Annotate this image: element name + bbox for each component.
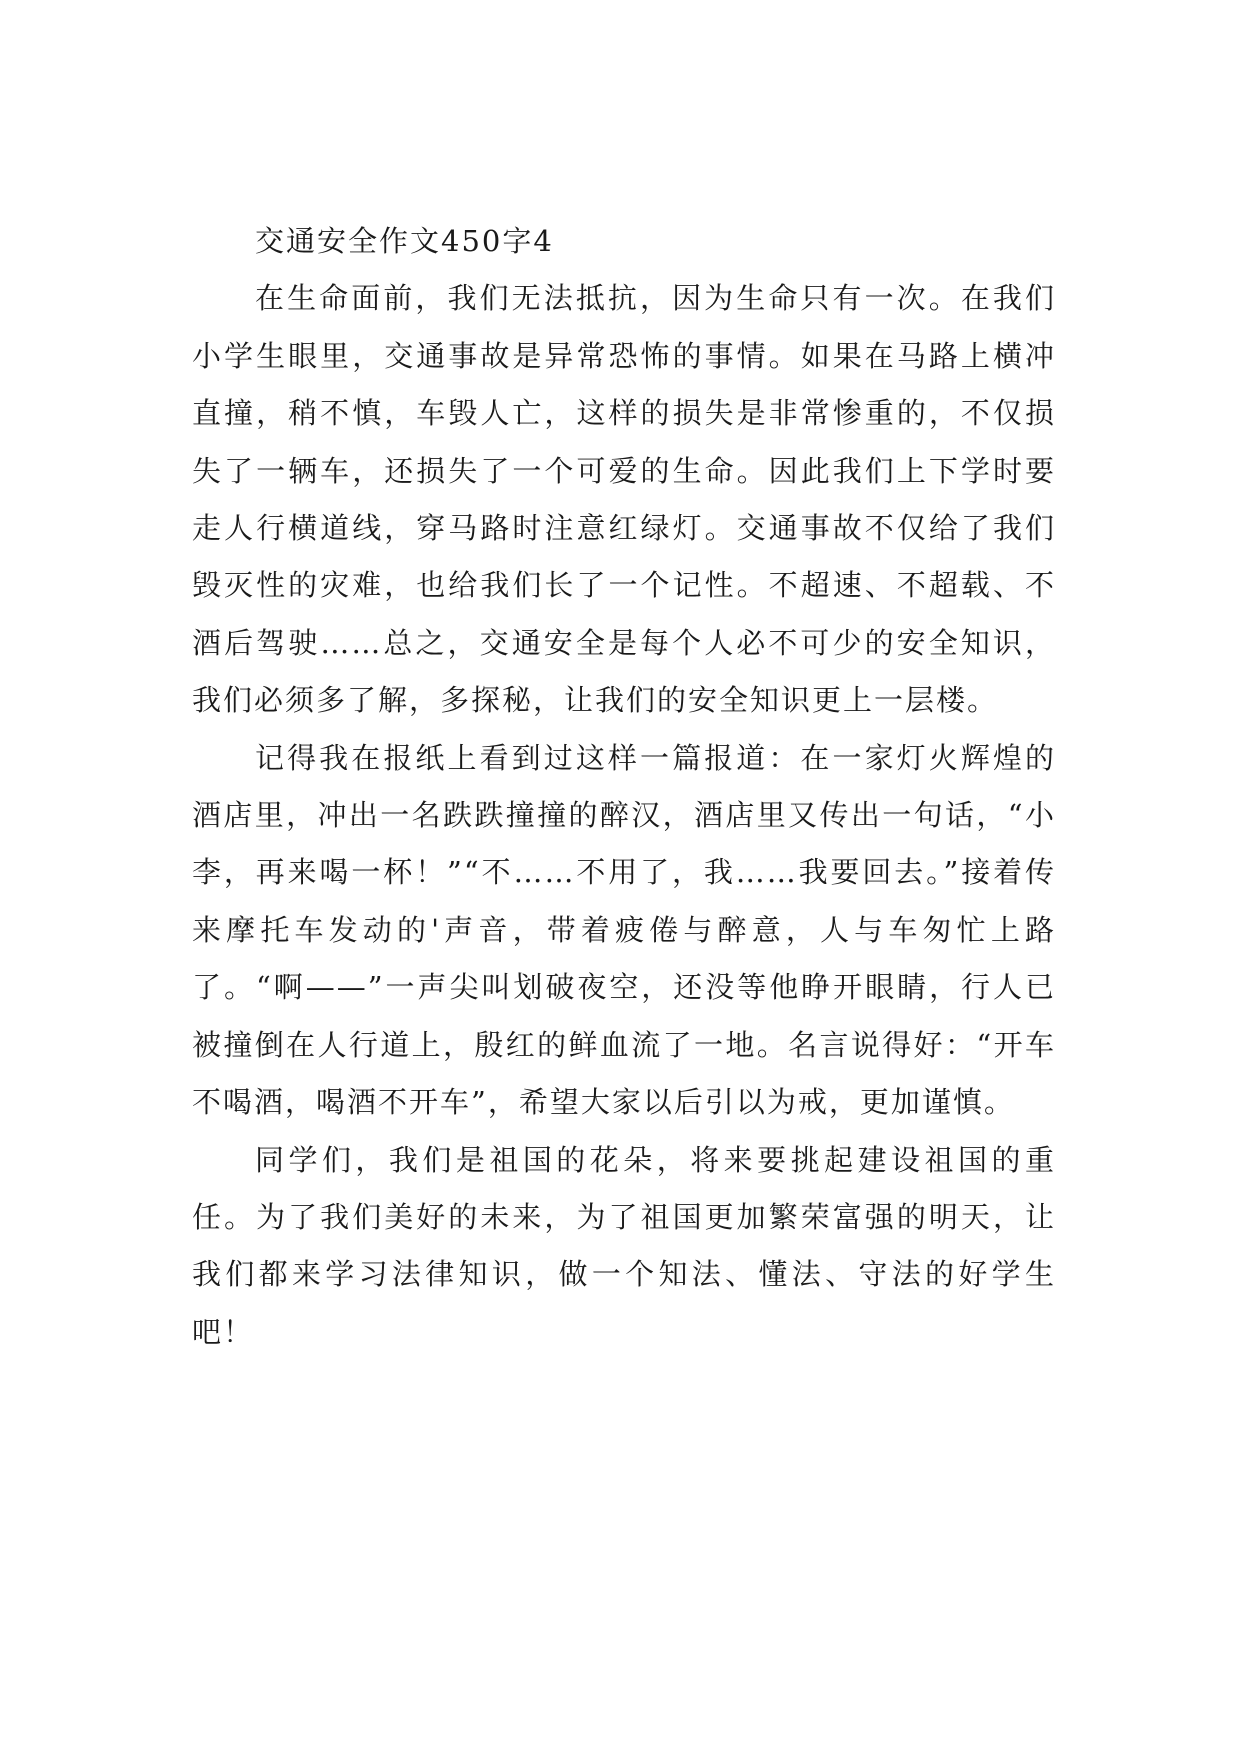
- document-title: 交通安全作文450字4: [255, 224, 554, 258]
- paragraph-1: 在生命面前，我们无法抵抗，因为生命只有一次。在我们小学生眼里，交通事故是异常恐怖的事情。如果在马路上横冲直撞，稍不慎，车毁人亡，这样的损失是非常惨重的，不仅损失了一辆车，还损失了一个可爱的生命。因此我们上下学时要走人行横道线，穿马路时注意红绿灯。交通事故不仅给了我们毁灭性的灾难，也给我们长了一个记性。不超速、不超载、不酒后驾驶……总之，交通安全是每个人必不可少的安全知识，我们必须多了解，多探秘，让我们的安全知识更上一层楼。: [192, 281, 1056, 718]
- paragraph-3: 同学们，我们是祖国的花朵，将来要挑起建设祖国的重任。为了我们美好的未来，为了祖国更加繁荣富强的明天，让我们都来学习法律知识，做一个知法、懂法、守法的好学生吧！: [192, 1142, 1056, 1349]
- paragraph-2: 记得我在报纸上看到过这样一篇报道：在一家灯火辉煌的酒店里，冲出一名跌跌撞撞的醉汉，酒店里又传出一句话，“小李，再来喝一杯！”“不……不用了，我……我要回去。”接着传来摩托车发动的'声音，带着疲倦与醉意，人与车匆忙上路了。“啊——”一声尖叫划破夜空，还没等他睁开眼睛，行人已被撞倒在人行道上，殷红的鲜血流了一地。名言说得好：“开车不喝酒，喝酒不开车”，希望大家以后引以为戒，更加谨慎。: [192, 740, 1056, 1120]
- document-body: [192, 213, 1056, 1361]
